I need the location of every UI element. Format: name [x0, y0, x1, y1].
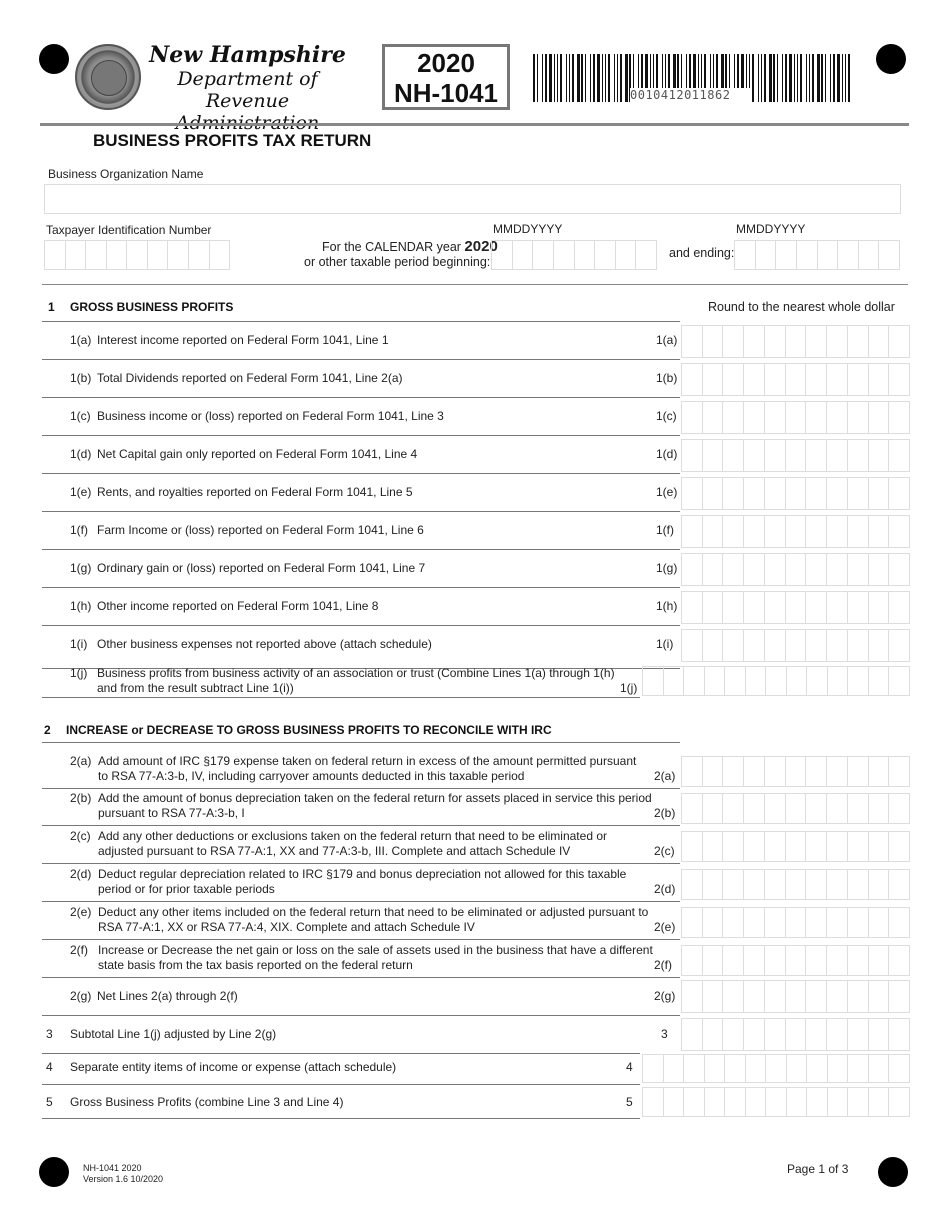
line-text-1: Deduct any other items included on the federal return that need to be eliminated or adjusted pursuant to — [98, 905, 649, 919]
registration-mark-bottom-right — [878, 1157, 908, 1187]
line-text: Ordinary gain or (loss) reported on Federal Form 1041, Line 7 — [97, 561, 426, 575]
line-5-text: Gross Business Profits (combine Line 3 and Line 4) — [70, 1095, 344, 1109]
period-beginning-label: or other taxable period beginning: — [304, 255, 491, 269]
row-rule — [42, 1118, 640, 1119]
line-text-2: pursuant to RSA 77-A:3-b, I — [98, 806, 245, 820]
agency-line-3: Revenue — [205, 90, 290, 112]
header-divider — [40, 123, 909, 126]
line-ref: 1(a) — [656, 333, 678, 347]
line-amount-input[interactable] — [681, 591, 910, 624]
line-4-text: Separate entity items of income or expense (attach schedule) — [70, 1060, 397, 1074]
line-id: 2(a) — [70, 754, 92, 768]
line-1j-text-2: and from the result subtract Line 1(i)) — [97, 681, 294, 695]
line-id: 1(b) — [70, 371, 92, 385]
line-amount-input[interactable] — [681, 907, 910, 938]
line-text: Total Dividends reported on Federal Form 1041, Line 2(a) — [97, 371, 403, 385]
line-5-ref: 5 — [626, 1095, 633, 1109]
line-ref: 2(d) — [654, 882, 676, 896]
line-text-2: state basis from the tax basis reported on the federal return — [98, 958, 413, 972]
line-ref: 2(e) — [654, 920, 676, 934]
agency-name — [140, 42, 355, 134]
line-id: 1(d) — [70, 447, 92, 461]
line-text-1: Deduct regular depreciation related to IRC §179 and bonus depreciation not allowed for this taxable — [98, 867, 627, 881]
line-ref: 1(i) — [656, 637, 674, 651]
agency-line-2: Department of — [177, 68, 318, 90]
line-amount-input[interactable] — [681, 945, 910, 976]
line-ref: 1(g) — [656, 561, 678, 575]
line-amount-input[interactable] — [681, 325, 910, 358]
row-rule — [42, 1015, 680, 1016]
row-rule — [42, 625, 680, 626]
line-1j-text-1: Business profits from business activity of an association or trust (Combine Lines 1(a) through 1(h) — [97, 666, 615, 680]
row-rule — [42, 825, 680, 826]
line-id: 2(d) — [70, 867, 92, 881]
form-year: 2020 — [417, 48, 475, 78]
line-id: 2(c) — [70, 829, 91, 843]
line-text: Net Capital gain only reported on Federal Form 1041, Line 4 — [97, 447, 418, 461]
line-5-amount-input[interactable] — [642, 1087, 910, 1117]
begin-date-format: MMDDYYYY — [493, 222, 563, 236]
agency-line-1: New Hampshire — [149, 42, 346, 68]
line-text-1: Add any other deductions or exclusions taken on the federal return that need to be eliminated or — [98, 829, 607, 843]
line-text: Farm Income or (loss) reported on Federal Form 1041, Line 6 — [97, 523, 424, 537]
state-seal-logo — [75, 44, 141, 110]
line-1j-ref: 1(j) — [620, 681, 638, 695]
row-rule — [42, 435, 680, 436]
row-rule — [42, 1084, 640, 1085]
tin-input[interactable] — [44, 240, 230, 270]
line-text: Interest income reported on Federal Form 1041, Line 1 — [97, 333, 389, 347]
line-amount-input[interactable] — [681, 515, 910, 548]
registration-mark-top-right — [876, 44, 906, 74]
line-amount-input[interactable] — [681, 439, 910, 472]
end-date-format: MMDDYYYY — [736, 222, 806, 236]
line-ref: 2(c) — [654, 844, 675, 858]
line-3-text: Subtotal Line 1(j) adjusted by Line 2(g) — [70, 1027, 277, 1041]
line-text-1: Add the amount of bonus depreciation taken on the federal return for assets placed in service this period — [98, 791, 652, 805]
line-amount-input[interactable] — [681, 793, 910, 824]
line-ref: 1(e) — [656, 485, 678, 499]
barcode-number: 0010412011862 — [630, 88, 752, 102]
line-id: 2(b) — [70, 791, 92, 805]
row-rule — [42, 321, 680, 322]
line-3-number: 3 — [46, 1027, 53, 1041]
line-2g-id: 2(g) — [70, 989, 92, 1003]
line-text: Rents, and royalties reported on Federal Form 1041, Line 5 — [97, 485, 413, 499]
row-rule — [42, 1053, 640, 1054]
line-3-amount-input[interactable] — [681, 1018, 910, 1051]
row-rule — [42, 939, 680, 940]
page-number: Page 1 of 3 — [787, 1162, 849, 1176]
line-4-ref: 4 — [626, 1060, 633, 1074]
ending-label: and ending: — [669, 246, 735, 260]
section-divider — [42, 284, 908, 285]
org-name-input[interactable] — [44, 184, 901, 214]
section-1-number: 1 — [48, 300, 55, 314]
footer-form-id: NH-1041 2020 — [83, 1163, 142, 1173]
line-2g-amount-input[interactable] — [681, 980, 910, 1013]
row-rule — [42, 359, 680, 360]
page-title: BUSINESS PROFITS TAX RETURN — [93, 131, 372, 150]
end-date-input[interactable] — [734, 240, 900, 270]
row-rule — [42, 901, 680, 902]
row-rule — [42, 587, 680, 588]
line-text-1: Increase or Decrease the net gain or loss on the sale of assets used in the business that have a different — [98, 943, 653, 957]
row-rule — [42, 697, 640, 698]
line-text-2: to RSA 77-A:3-b, IV, including carryover amounts deducted in this taxable period — [98, 769, 525, 783]
line-ref: 2(a) — [654, 769, 676, 783]
line-ref: 1(c) — [656, 409, 677, 423]
line-4-number: 4 — [46, 1060, 53, 1074]
registration-mark-bottom-left — [39, 1157, 69, 1187]
calendar-year-text — [322, 238, 498, 255]
line-id: 1(h) — [70, 599, 92, 613]
line-5-number: 5 — [46, 1095, 53, 1109]
line-4-amount-input[interactable] — [642, 1054, 910, 1083]
line-2g-text: Net Lines 2(a) through 2(f) — [97, 989, 238, 1003]
begin-date-input[interactable] — [491, 240, 657, 270]
line-amount-input[interactable] — [681, 477, 910, 510]
tin-label: Taxpayer Identification Number — [46, 223, 212, 237]
line-id: 1(a) — [70, 333, 92, 347]
line-id: 1(e) — [70, 485, 92, 499]
line-amount-input[interactable] — [681, 553, 910, 586]
line-ref: 2(b) — [654, 806, 676, 820]
registration-mark-top-left — [39, 44, 69, 74]
round-note: Round to the nearest whole dollar — [708, 300, 895, 314]
line-amount-input[interactable] — [681, 363, 910, 396]
line-id: 1(i) — [70, 637, 88, 651]
form-number: NH-1041 — [393, 78, 499, 108]
line-text: Other business expenses not reported above (attach schedule) — [97, 637, 432, 651]
row-rule — [42, 863, 680, 864]
line-text: Business income or (loss) reported on Federal Form 1041, Line 3 — [97, 409, 444, 423]
calendar-year-value: 2020 — [464, 238, 498, 255]
line-amount-input[interactable] — [681, 869, 910, 900]
line-ref: 1(d) — [656, 447, 678, 461]
row-rule — [42, 788, 680, 789]
line-id: 2(f) — [70, 943, 88, 957]
line-id: 1(f) — [70, 523, 88, 537]
line-ref: 1(f) — [656, 523, 674, 537]
line-amount-input[interactable] — [681, 629, 910, 662]
line-id: 1(c) — [70, 409, 91, 423]
org-name-label: Business Organization Name — [48, 167, 204, 181]
line-3-ref: 3 — [661, 1027, 668, 1041]
row-rule — [42, 742, 680, 743]
line-text: Other income reported on Federal Form 1041, Line 8 — [97, 599, 379, 613]
line-1j-id: 1(j) — [70, 666, 88, 680]
row-rule — [42, 977, 680, 978]
line-id: 2(e) — [70, 905, 92, 919]
line-text-2: adjusted pursuant to RSA 77-A:1, XX and 77-A:3-b, III. Complete and attach Schedule IV — [98, 844, 571, 858]
section-1-heading: GROSS BUSINESS PROFITS — [70, 300, 234, 314]
line-id: 1(g) — [70, 561, 92, 575]
line-text-1: Add amount of IRC §179 expense taken on federal return in excess of the amount permitted pursuant — [98, 754, 637, 768]
line-amount-input[interactable] — [681, 401, 910, 434]
footer-version: Version 1.6 10/2020 — [83, 1174, 164, 1184]
calendar-year-label: For the CALENDAR year — [322, 240, 461, 254]
section-2-number: 2 — [44, 723, 51, 737]
section-2-heading: INCREASE or DECREASE TO GROSS BUSINESS PROFITS TO RECONCILE WITH IRC — [66, 723, 552, 737]
row-rule — [42, 397, 680, 398]
line-amount-input[interactable] — [681, 756, 910, 787]
line-ref: 1(b) — [656, 371, 678, 385]
line-text-2: period or for prior taxable periods — [98, 882, 275, 896]
line-amount-input[interactable] — [681, 831, 910, 862]
row-rule — [42, 511, 680, 512]
line-ref: 2(f) — [654, 958, 672, 972]
row-rule — [42, 549, 680, 550]
line-1j-amount-input[interactable] — [642, 666, 910, 696]
line-2g-ref: 2(g) — [654, 989, 676, 1003]
line-ref: 1(h) — [656, 599, 678, 613]
row-rule — [42, 473, 680, 474]
line-text-2: RSA 77-A:1, XX or RSA 77-A:4, XIX. Complete and attach Schedule IV — [98, 920, 475, 934]
form-id-box — [382, 44, 510, 110]
